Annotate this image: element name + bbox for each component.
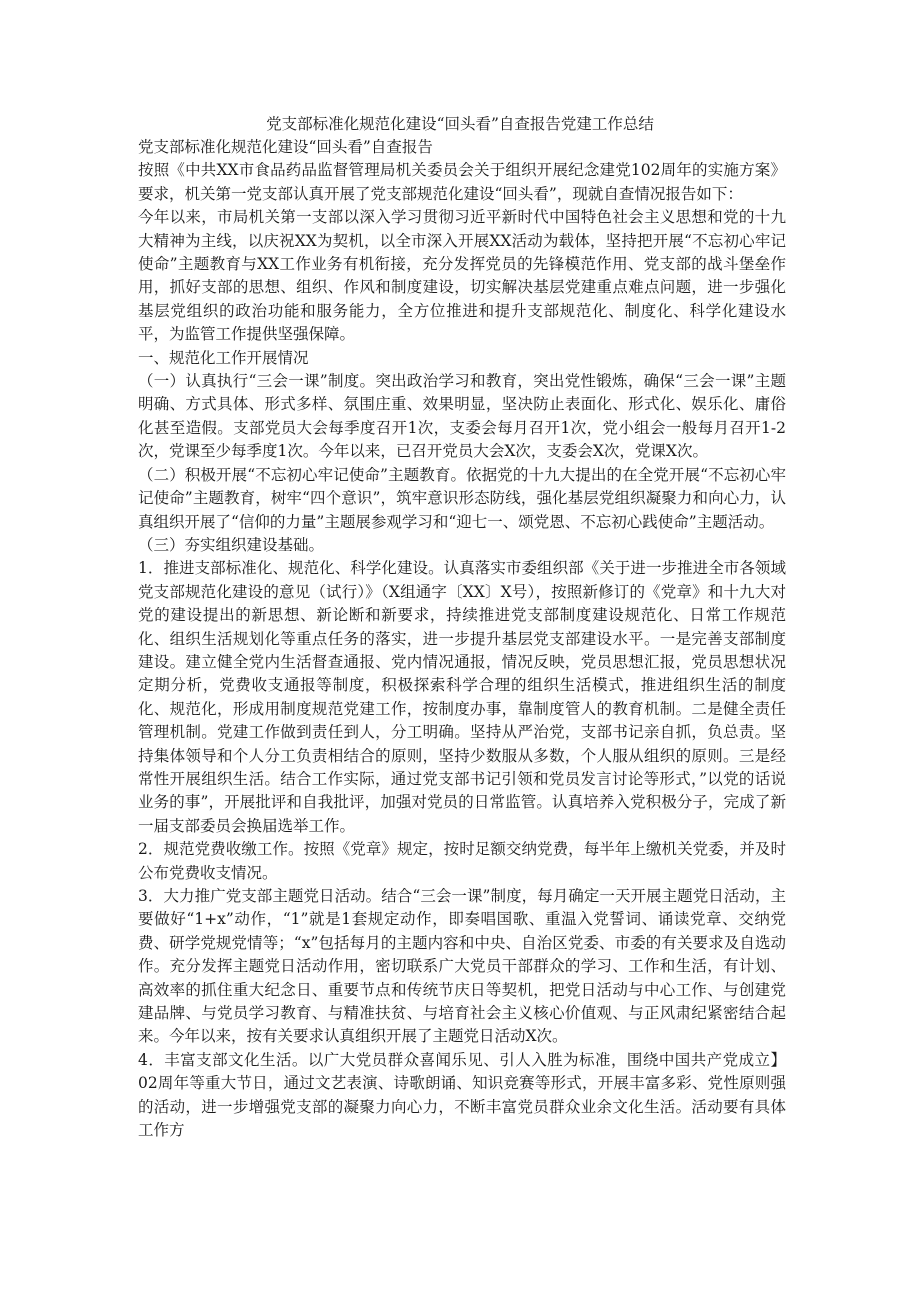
item-4-paragraph: 4．丰富支部文化生活。以广大党员群众喜闻乐见、引人入胜为标准，围绕中国共产党成立】02周年等重大节日，通过文艺表演、诗歌朗诵、知识竞赛等形式，开展丰富多彩、党性原则强的活动，进一步增强党支部的凝聚力向心力，不断丰富党员群众业余文化生活。活动要有具体工作方 — [138, 1050, 786, 1140]
subsection-2: （二）积极开展“不忘初心牢记使命”主题教育。依据党的十九大提出的在全党开展“不忘初心牢记使命”主题教育，树牢“四个意识”，筑牢意识形态防线，强化基层党组织凝聚力和向心力，认真组织开展了“信仰的力量”主题展参观学习和“迎七一、颂党恩、不忘初心践使命”主题活动。 — [138, 465, 786, 531]
document-title: 党支部标准化规范化建设“回头看”自查报告党建工作总结 — [266, 115, 654, 133]
item-2-paragraph: 2．规范党费收缴工作。按照《党章》规定，按时足额交纳党费，每半年上缴机关党委，并及时公布党费收支情况。 — [138, 840, 786, 882]
item-3-paragraph: 3．大力推广党支部主题党日活动。结合“三会一课”制度，每月确定一天开展主题党日活动，主要做好“1+x”动作，“1”就是1套规定动作，即奏唱国歌、重温入党誓词、诵读党章、交纳党费、研学党规党情等；“x”包括每月的主题内容和中央、自治区党委、市委的有关要求及自选动作。充分发挥主题党日活动作用，密切联系广大党员干部群众的学习、工作和生活，有计划、高效率的抓住重大纪念日、重要节点和传统节庆日等契机，把党日活动与中心工作、与创建党建品牌、与党员学习教育、与精准扶贫、与培育社会主义核心价值观、与正风肃纪紧密结合起来。今年以来，按有关要求认真组织开展了主题党日活动X次。 — [138, 887, 786, 1046]
item-1-paragraph: 1．推进支部标准化、规范化、科学化建设。认真落实市委组织部《关于进一步推进全市各领域党支部规范化建设的意见（试行）》（X组通字〔XX〕X号），按照新修订的《党章》和十九大对党的建设提出的新思想、新论断和新要求，持续推进党支部制度建设规范化、日常工作规范化、组织生活规划化等重点任务的落实，进一步提升基层党支部建设水平。一是完善支部制度建设。建立健全党内生活督查通报、党内情况通报，情况反映，党员思想汇报，党员思想状况定期分析，党费收支通报等制度，积极探索科学合理的组织生活模式，推进组织生活的制度化、规范化，形成用制度规范党建工作，按制度办事，靠制度管人的教育机制。二是健全责任管理机制。党建工作做到责任到人，分工明确。坚持从严治党，支部书记亲自抓，负总责。坚持集体领导和个人分工负责相结合的原则，坚持少数服从多数，个人服从组织的原则。三是经常性开展组织生活。结合工作实际，通过党支部书记引领和党员发言讨论等形式，”以党的话说业务的事”，开展批评和自我批评，加强对党员的日常监管。认真培养入党积极分子，完成了新一届支部委员会换届选举工作。 — [138, 559, 786, 835]
section-heading-1: 一、规范化工作开展情况 — [138, 348, 309, 367]
subsection-1: （一）认真执行“三会一课”制度。突出政治学习和教育，突出党性锻炼，确保“三会一课”主题明确、方式具体、形式多样、氛围庄重、效果明显，坚决防止表面化、形式化、娱乐化、庸俗化甚至造假。支部党员大会每季度召开1次，支委会每月召开1次，党小组会一般每月召开1-2次，党课至少每季度1次。今年以来，已召开党员大会X次，支委会X次，党课X次。 — [138, 372, 786, 461]
report-subtitle: 党支部标准化规范化建设“回头看”自查报告 — [138, 138, 433, 156]
overview-paragraph: 今年以来，市局机关第一支部以深入学习贯彻习近平新时代中国特色社会主义思想和党的十九大精神为主线，以庆祝XX为契机，以全市深入开展XX活动为载体，坚持把开展“不忘初心牢记使命”主题教育与XX工作业务有机衔接，充分发挥党员的先锋模范作用、党支部的战斗堡垒作用，抓好支部的思想、组织、作风和制度建设，切实解决基层党建重点难点问题，进一步强化基层党组织的政治功能和服务能力，全方位推进和提升支部规范化、制度化、科学化建设水平，为监管工作提供坚强保障。 — [138, 208, 786, 344]
intro-paragraph: 按照《中共XX市食品药品监督管理局机关委员会关于组织开展纪念建党102周年的实施方案》要求，机关第一党支部认真开展了党支部规范化建设“回头看”，现就自查情况报告如下： — [138, 161, 786, 203]
subsection-3-heading: （三）夯实组织建设基础。 — [138, 535, 325, 554]
document-body — [138, 136, 786, 1142]
